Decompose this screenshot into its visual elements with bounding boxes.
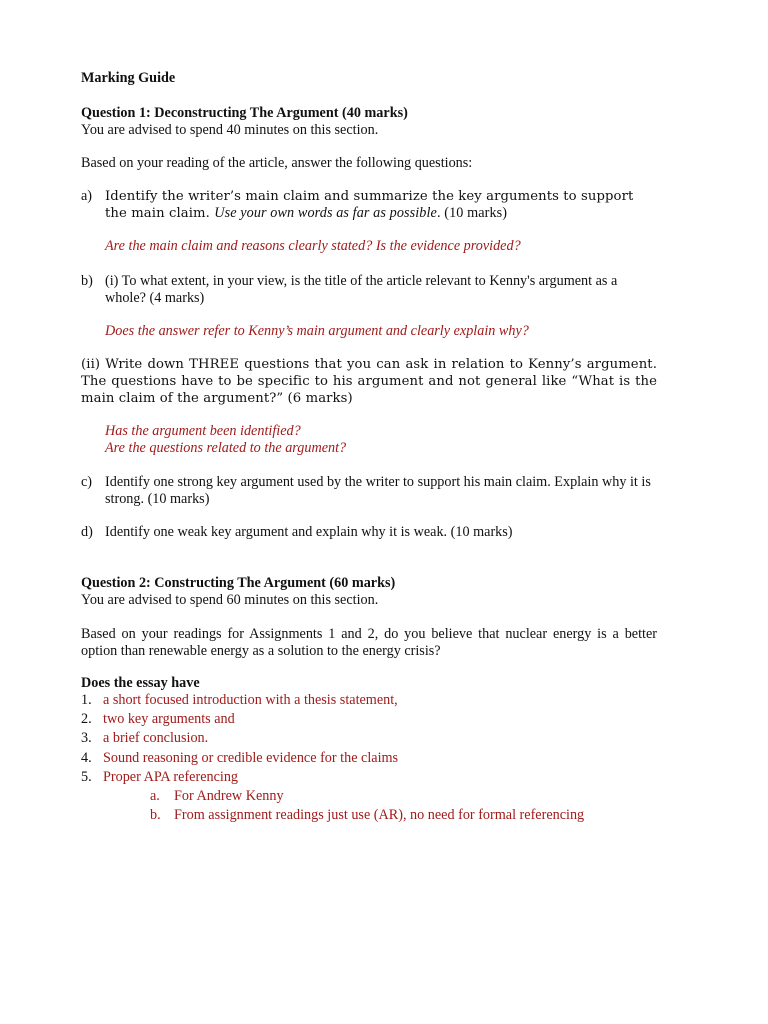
question-1a-marking-note: Are the main claim and reasons clearly stated? Is the evidence provided?	[105, 238, 521, 254]
question-1b-ii	[81, 356, 657, 407]
question-2-prompt: Based on your readings for Assignments 1 and 2, do you believe that nuclear energy is a better option than renewable energy as a solution to the energy crisis?	[81, 626, 657, 659]
checklist-subitem-letter: b.	[150, 807, 161, 823]
checklist-text: Sound reasoning or credible evidence for the claims	[103, 750, 399, 766]
checklist-subitem	[150, 788, 670, 805]
document-title: Marking Guide	[81, 70, 176, 86]
checklist-text: Proper APA referencing	[103, 769, 239, 785]
checklist-subitem-letter: a.	[150, 788, 160, 804]
item-text: Identify one strong key argument used by the writer to support his main claim. Explain why it is strong. (10 marks)	[105, 474, 651, 507]
question-1d	[81, 524, 657, 541]
checklist-title: Does the essay have	[81, 675, 200, 691]
checklist-number: 2.	[81, 711, 92, 727]
item-label: b)	[81, 273, 93, 289]
checklist-subitem-text: For Andrew Kenny	[174, 788, 284, 804]
item-label: d)	[81, 524, 93, 540]
question-1b	[81, 273, 657, 307]
checklist-number: 3.	[81, 730, 92, 746]
checklist-item	[81, 692, 641, 709]
question-1a	[81, 188, 657, 222]
item-label: c)	[81, 474, 93, 490]
question-1b-ii-marking-note-2: Are the questions related to the argument?	[105, 440, 347, 456]
checklist-text: a short focused introduction with a thesis statement,	[103, 692, 398, 708]
question-1c	[81, 474, 657, 508]
item-text	[105, 188, 657, 222]
checklist-item	[81, 711, 641, 728]
question-2-advice: You are advised to spend 60 minutes on this section.	[81, 592, 379, 608]
item-text	[81, 356, 657, 407]
checklist-subitem-text: From assignment readings just use (AR), no need for formal referencing	[174, 807, 585, 823]
checklist-text: two key arguments and	[103, 711, 235, 727]
item-text-part: . (10 marks)	[436, 205, 508, 221]
item-text: Identify one weak key argument and explain why it is weak. (10 marks)	[105, 524, 513, 540]
checklist-item	[81, 750, 641, 767]
checklist-item	[81, 769, 641, 786]
checklist-number: 1.	[81, 692, 92, 708]
checklist-item	[81, 730, 641, 747]
item-text: (i) To what extent, in your view, is the title of the article relevant to Kenny's argument as a whole? (4 marks)	[105, 273, 618, 306]
question-1b-marking-note: Does the answer refer to Kenny’s main argument and clearly explain why?	[105, 323, 529, 339]
checklist-number: 4.	[81, 750, 92, 766]
item-text-italic: Use your own words as far as possible	[214, 205, 437, 221]
question-2-heading: Question 2: Constructing The Argument (60 marks)	[81, 575, 396, 591]
question-1-advice: You are advised to spend 40 minutes on this section.	[81, 122, 379, 138]
checklist-subitem	[150, 807, 670, 824]
item-text-part: Identify the writer’s main claim and summarize the key arguments to support the main claim.	[105, 189, 634, 221]
question-1-heading: Question 1: Deconstructing The Argument (40 marks)	[81, 105, 408, 121]
item-label: a)	[81, 188, 93, 204]
checklist-number: 5.	[81, 769, 92, 785]
checklist-text: a brief conclusion.	[103, 730, 209, 746]
item-text-part: (ii) Write down THREE questions that you can ask in relation to Kenny’s argument. The questions have to be specific to his argument and not general like “What is the main claim of the argument?” (6 marks)	[81, 357, 657, 406]
question-1-intro: Based on your reading of the article, answer the following questions:	[81, 155, 473, 171]
question-1b-ii-marking-note-1: Has the argument been identified?	[105, 423, 301, 439]
